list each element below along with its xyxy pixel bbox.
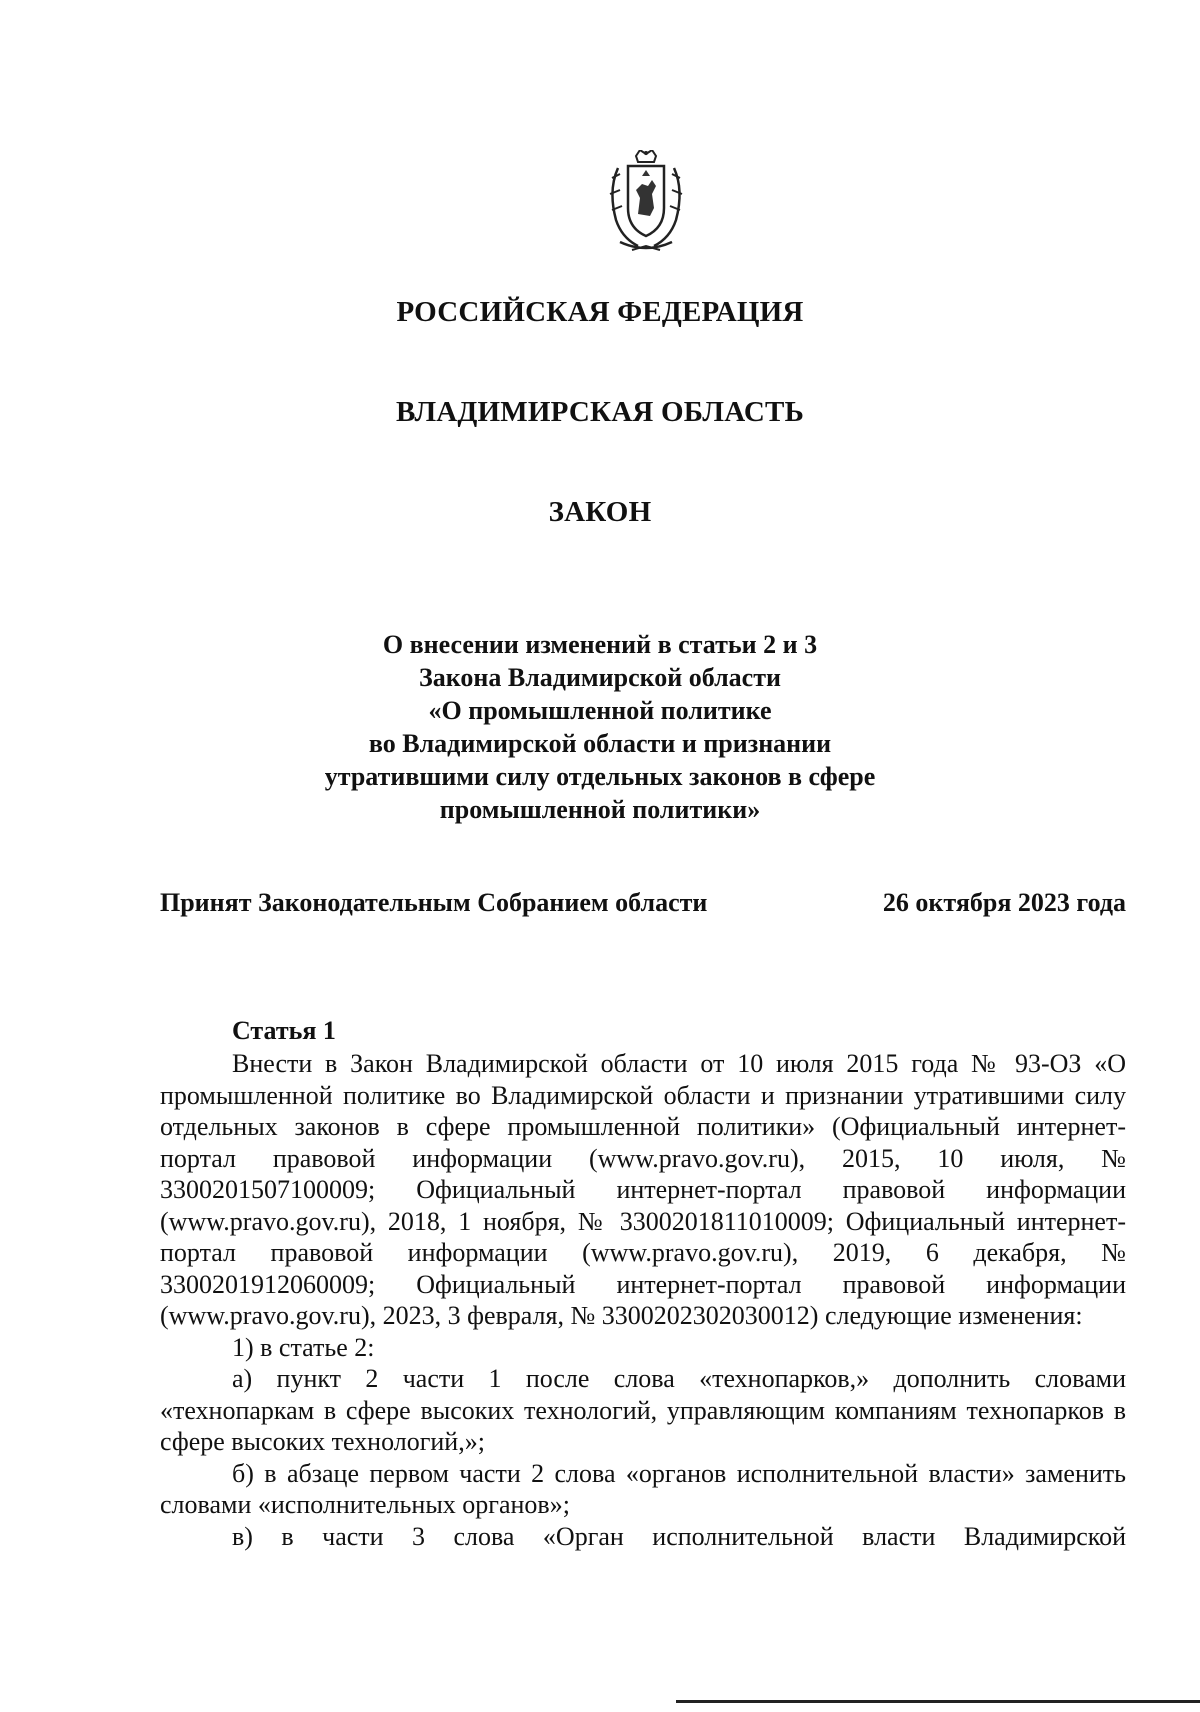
article-body [160,1048,1126,1552]
law-title-line: промышленной политики» [439,795,761,824]
amendment-item-1: 1) в статье 2: [232,1332,375,1362]
law-title-line: «О промышленной политике [428,696,772,725]
amendment-item-a: а) пункт 2 части 1 после слова «технопарков,» дополнить словами «технопаркам в сфере высоких технологий, управляющим компаниям технопарков в сфере высоких технологий,»; [160,1364,1126,1456]
law-title [0,628,1200,826]
law-title-line: во Владимирской области и признании [368,729,832,758]
coat-of-arms-icon [598,150,694,254]
adoption-line [160,888,1126,918]
law-title-line: утратившими силу отдельных законов в сфере [324,762,876,791]
page-edge-line [676,1700,1200,1703]
law-title-line: Закона Владимирской области [419,663,781,692]
amendment-item-b: б) в абзаце первом части 2 слова «органов исполнительной власти» заменить словами «исполнительных органов»; [160,1458,1126,1519]
law-title-line: О внесении изменений в статьи 2 и 3 [382,630,818,659]
region-heading: ВЛАДИМИРСКАЯ ОБЛАСТЬ [396,396,804,428]
amendment-item-v: в) в части 3 слова «Орган исполнительной власти Владимирской [232,1521,1126,1551]
article-heading: Статья 1 [232,1016,336,1045]
adoption-text: Принят Законодательным Собранием области [160,888,708,917]
adoption-date: 26 октября 2023 года [882,888,1126,917]
country-heading: РОССИЙСКАЯ ФЕДЕРАЦИЯ [396,296,804,328]
document-type-heading: ЗАКОН [548,496,652,528]
article-intro-paragraph: Внести в Закон Владимирской области от 10 июля 2015 года № 93-ОЗ «О промышленной политике во Владимирской области и признании утратившими силу отдельных законов в сфере промышленной политики» (Официальный интернет-портал правовой информации (www.pravo.gov.ru), 2015, 10 июля, № 3300201507100009; Официальный интернет-портал правовой информации (www.pravo.gov.ru), 2018, 1 ноября, № 3300201811010009; Официальный интернет-портал правовой информации (www.pravo.gov.ru), 2019, 6 декабря, № 3300201912060009; Официальный интернет-портал правовой информации (www.pravo.gov.ru), 2023, 3 февраля, № 3300202302030012) следующие изменения: [160,1049,1126,1330]
